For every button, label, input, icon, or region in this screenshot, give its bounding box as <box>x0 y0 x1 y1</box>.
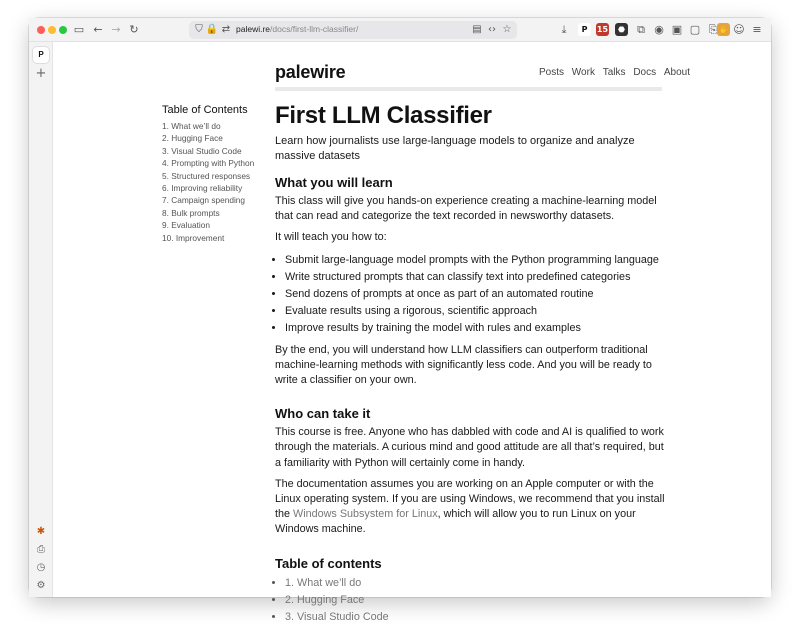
wsl-link[interactable]: Windows Subsystem for Linux <box>293 508 438 521</box>
article-lede: Learn how journalists use large-language models to organize and analyze massive datasets <box>275 135 635 162</box>
toc-title: Table of Contents <box>162 104 248 116</box>
contents-heading: Table of contents <box>275 555 382 571</box>
address-bar[interactable] <box>189 21 517 39</box>
toc-item[interactable]: 1. What we’ll do <box>162 121 221 131</box>
list-item: • Evaluate results using a rigorous, scientific approach <box>285 303 665 320</box>
toc-list <box>162 120 282 244</box>
toc-item[interactable]: 3. Visual Studio Code <box>162 145 242 156</box>
list-item <box>285 609 665 626</box>
toc-item[interactable]: 6. Improving reliability <box>162 183 243 194</box>
container-icon[interactable]: ▣ <box>671 23 683 36</box>
shield-icon[interactable]: ⛉ <box>195 24 203 35</box>
learn-intro: It will teach you how to: <box>275 231 387 244</box>
browser-window <box>29 18 771 623</box>
learn-conclusion: By the end, you will understand how LLM classifiers can outperform traditional machine-learning methods with significantly less code. And you will be ready to write a classifier on your own. <box>275 343 652 387</box>
who-paragraph: This course is free. Anyone who has dabbled with code and AI is qualified to work through the materials. A curious mind and good attitude are all that’s required, but a familiarity with Python will certainly come in handy. <box>275 426 664 469</box>
close-window-button[interactable] <box>37 26 45 34</box>
page-title: First LLM Classifier <box>275 102 492 129</box>
downloads-icon[interactable]: ⤓ <box>561 23 567 36</box>
site-nav <box>534 67 691 78</box>
learn-bullets <box>275 252 665 337</box>
web-page <box>54 43 771 623</box>
extension-p-icon[interactable]: P <box>578 23 591 36</box>
history-icon[interactable]: ◷ <box>36 562 46 573</box>
toc-item[interactable]: 9. Evaluation <box>162 220 210 231</box>
minimize-window-button[interactable] <box>48 26 56 34</box>
contents-link[interactable]: 1. What we’ll do <box>285 576 362 589</box>
screenshot-icon[interactable]: ▢ <box>689 23 701 36</box>
account-icon[interactable]: ◉ <box>654 23 664 36</box>
toc-item[interactable]: 5. Structured responses <box>162 170 251 181</box>
extension-shield-icon[interactable]: ⬣ <box>615 23 628 36</box>
browser-sidebar <box>29 42 53 597</box>
learn-heading: What you will learn <box>275 175 393 190</box>
extensions-puzzle-icon[interactable]: ⧉ <box>637 23 645 36</box>
article <box>275 101 665 632</box>
list-item <box>285 575 665 592</box>
new-tab-icon[interactable]: + <box>35 66 47 81</box>
toc-sidebar <box>162 104 282 244</box>
who-text-after: , which will allow you to run Linux on your Windows machine. <box>275 508 636 536</box>
list-item: • Submit large-language model prompts with the Python programming language <box>285 252 665 269</box>
reader-view-icon[interactable]: ▤ <box>472 24 482 35</box>
menu-icon[interactable]: ≡ <box>752 23 762 36</box>
who-heading: Who can take it <box>275 406 371 422</box>
code-icon[interactable]: ‹› <box>488 24 496 35</box>
toc-item[interactable]: 2. Hugging Face <box>162 133 223 144</box>
site-settings-icon[interactable]: ⇄ <box>221 24 231 35</box>
settings-gear-icon[interactable]: ⚙ <box>36 580 46 591</box>
nav-docs[interactable]: Docs <box>633 67 657 78</box>
who-text-before: The documentation assumes you are working on an Apple computer or with the Linux operating system. If you are using Windows, we recommend that you install the <box>275 477 665 521</box>
extension-badge-icon[interactable]: 15 <box>596 25 609 34</box>
back-icon[interactable]: ← <box>93 23 103 36</box>
header-rule <box>275 87 662 91</box>
share-icon[interactable]: ⎘ <box>708 23 718 36</box>
toc-item[interactable]: 8. Bulk prompts <box>162 207 220 218</box>
contents-link[interactable]: 2. Hugging Face <box>285 593 365 606</box>
contents-link[interactable]: 3. Visual Studio Code <box>285 610 389 623</box>
toc-item[interactable]: 10. Improvement <box>162 232 225 243</box>
extension-hand-icon[interactable]: ✋ <box>718 25 729 34</box>
bookmark-star-icon[interactable]: ☆ <box>502 24 512 35</box>
url-domain: palewi.re <box>236 24 271 34</box>
nav-work[interactable]: Work <box>571 67 595 78</box>
profile-icon[interactable]: ☺ <box>733 23 745 36</box>
zoom-window-button[interactable] <box>59 26 67 34</box>
sidebar-toggle-icon[interactable]: ▭ <box>73 23 85 36</box>
nav-posts[interactable]: Posts <box>539 67 565 78</box>
who-docs-paragraph <box>275 477 665 538</box>
browser-toolbar <box>29 18 771 42</box>
contents-list <box>275 575 665 626</box>
bookmarks-icon[interactable]: ⎙ <box>37 544 45 555</box>
toc-item[interactable]: 7. Campaign spending <box>162 195 246 206</box>
site-logo[interactable]: palewire <box>275 62 346 82</box>
nav-about[interactable]: About <box>663 67 691 78</box>
reload-icon[interactable]: ↻ <box>129 23 139 36</box>
lock-icon[interactable]: 🔒 <box>205 24 219 35</box>
learn-paragraph: This class will give you hands-on experience creating a machine-learning model that can read and categorize the text recorded in newsworthy datasets. <box>275 195 657 223</box>
list-item: • Write structured prompts that can classify text into predefined categories <box>285 269 665 286</box>
bug-icon[interactable]: ✱ <box>36 526 46 537</box>
toc-item[interactable]: 4. Prompting with Python <box>162 158 255 169</box>
nav-talks[interactable]: Talks <box>602 67 626 78</box>
list-item: • Improve results by training the model with rules and examples <box>285 320 665 337</box>
url-text[interactable] <box>236 24 358 34</box>
forward-icon[interactable]: → <box>111 23 121 36</box>
tab-favicon[interactable]: P <box>33 47 49 63</box>
list-item <box>285 592 665 609</box>
list-item: • Send dozens of prompts at once as part of an automated routine <box>285 286 665 303</box>
url-path: /docs/first-llm-classifier/ <box>270 24 359 34</box>
